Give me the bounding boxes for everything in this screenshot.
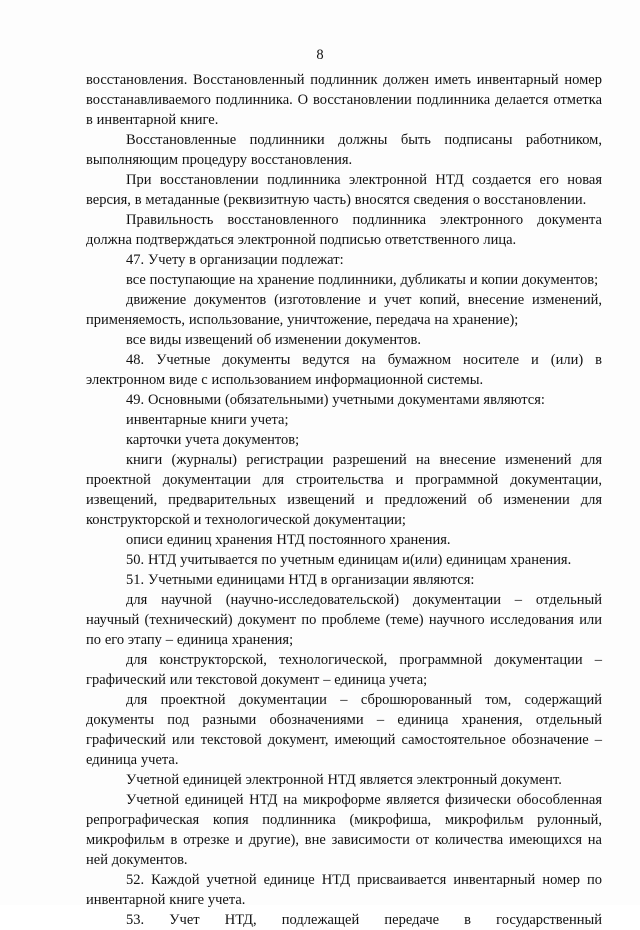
paragraph-16: 51. Учетными единицами НТД в организации являются: bbox=[126, 572, 475, 588]
paragraph-15: 50. НТД учитывается по учетным единицам и(или) единицам хранения. bbox=[126, 552, 572, 568]
paragraph-4: Правильность восстановленного подлинника электронного документа должна подтверждаться электронной подписью ответственного лица. bbox=[86, 212, 602, 248]
paragraph-19: для проектной документации – сброшюрованный том, содержащий документы под разными обозначениями – единица хранения, отдельный графический или текстовой документ, имеющий самостоятельное обозначение – единица учета. bbox=[86, 692, 602, 768]
paragraph-14: описи единиц хранения НТД постоянного хранения. bbox=[126, 532, 451, 548]
paragraph-17: для научной (научно-исследовательской) документации – отдельный научный (технический) документ по проблеме (теме) научного исследования или по его этапу – единица хранения; bbox=[86, 592, 602, 648]
paragraph-22: 52. Каждой учетной единице НТД присваивается инвентарный номер по инвентарной книге учета. bbox=[86, 872, 602, 908]
paragraph-5: 47. Учету в организации подлежат: bbox=[126, 252, 344, 268]
document-body bbox=[86, 70, 602, 930]
paragraph-10: 49. Основными (обязательными) учетными документами являются: bbox=[126, 392, 545, 408]
page-number: 8 bbox=[316, 47, 324, 63]
paragraph-2: Восстановленные подлинники должны быть подписаны работником, выполняющим процедуру восстановления. bbox=[86, 132, 602, 168]
paragraph-9: 48. Учетные документы ведутся на бумажном носителе и (или) в электронном виде с использованием информационной системы. bbox=[86, 352, 602, 388]
paragraph-6: все поступающие на хранение подлинники, дубликаты и копии документов; bbox=[126, 272, 599, 288]
paragraph-3: При восстановлении подлинника электронной НТД создается его новая версия, в метаданные (реквизитную часть) вносятся сведения о восстановлении. bbox=[86, 172, 602, 208]
paragraph-7: движение документов (изготовление и учет копий, внесение изменений, применяемость, использование, уничтожение, передача на хранение); bbox=[86, 292, 602, 328]
paragraph-21: Учетной единицей НТД на микроформе является физически обособленная репрографическая копия подлинника (микрофиша, микрофильм рулонный, микрофильм в отрезке и другие), вне зависимости от количества имеющихся на ней документов. bbox=[86, 792, 602, 868]
paragraph-11: инвентарные книги учета; bbox=[126, 412, 289, 428]
paragraph-13: книги (журналы) регистрации разрешений на внесение изменений для проектной документации для строительства и программной документации, извещений, предварительных извещений и предложений об изменении для конструкторской и технологической документации; bbox=[86, 452, 602, 528]
paragraph-12: карточки учета документов; bbox=[126, 432, 300, 448]
paragraph-18: для конструкторской, технологической, программной документации – графический или текстовой документ – единица учета; bbox=[86, 652, 602, 688]
paragraph-8: все виды извещений об изменении документов. bbox=[126, 332, 421, 348]
paragraph-20: Учетной единицей электронной НТД является электронный документ. bbox=[126, 772, 562, 788]
paragraph-1: восстановления. Восстановленный подлинник должен иметь инвентарный номер восстанавливаемого подлинника. О восстановлении подлинника делается отметка в инвентарной книге. bbox=[86, 72, 602, 128]
paragraph-23: 53. Учет НТД, подлежащей передаче в государственный bbox=[126, 912, 602, 928]
